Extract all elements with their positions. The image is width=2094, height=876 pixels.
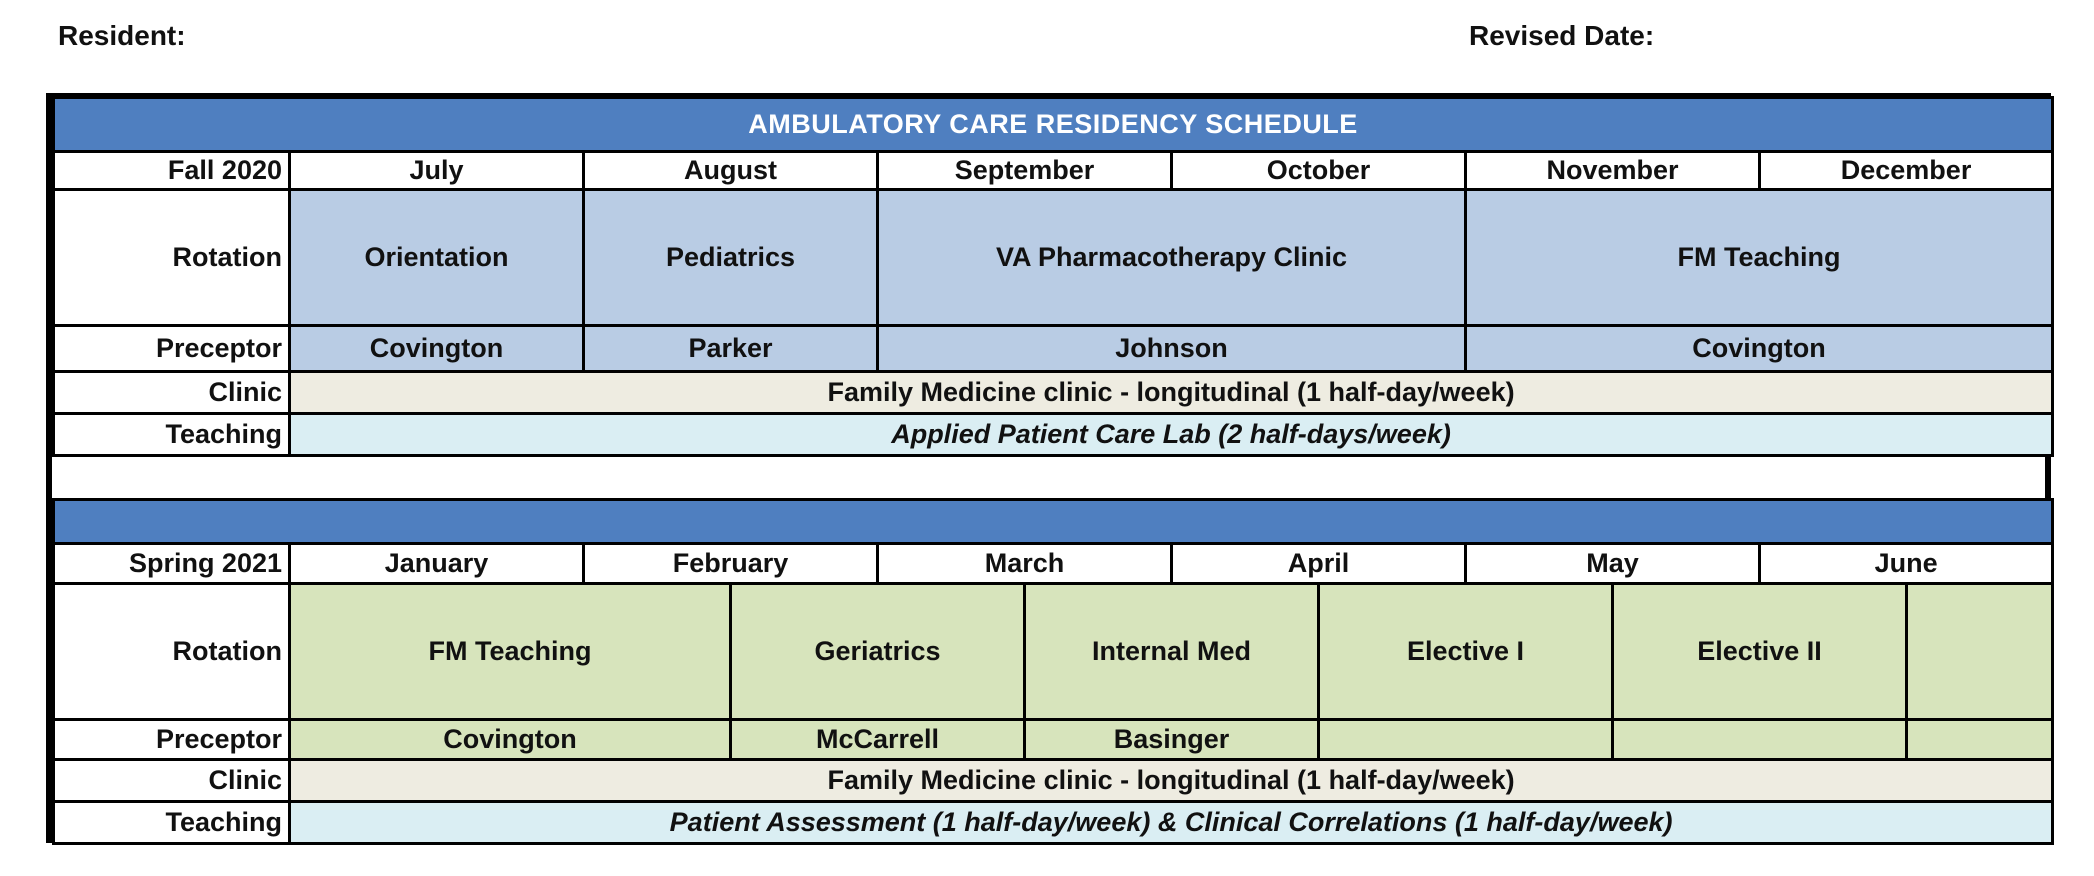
rotation-cell: Orientation [290,190,584,326]
fall-schedule-table [52,96,2054,457]
rotation-cell [1907,584,2053,720]
rotation-cell: Elective I [1319,584,1613,720]
fall-rotation-row [54,190,2053,326]
rotation-cell: Elective II [1613,584,1907,720]
schedule-title: AMBULATORY CARE RESIDENCY SCHEDULE [54,98,2053,152]
rotation-cell: Pediatrics [584,190,878,326]
preceptor-cell [1613,720,1907,760]
preceptor-cell: McCarrell [731,720,1025,760]
teaching-label: Teaching [54,802,290,844]
month-cell: February [584,544,878,584]
spring-clinic-row [54,760,2053,802]
month-cell: November [1466,152,1760,190]
clinic-cell: Family Medicine clinic - longitudinal (1 half-day/week) [290,760,2053,802]
spring-schedule-table [52,498,2054,845]
preceptor-label: Preceptor [54,326,290,372]
rotation-cell: Internal Med [1025,584,1319,720]
spring-term-label: Spring 2021 [54,544,290,584]
month-cell: April [1172,544,1466,584]
month-cell: May [1466,544,1760,584]
month-cell: September [878,152,1172,190]
schedule-frame [46,93,2051,843]
spring-rotation-row [54,584,2053,720]
spring-teaching-row [54,802,2053,844]
clinic-label: Clinic [54,372,290,414]
teaching-label: Teaching [54,414,290,456]
preceptor-cell [1907,720,2053,760]
month-cell: March [878,544,1172,584]
fall-teaching-row [54,414,2053,456]
preceptor-cell [1319,720,1613,760]
fall-clinic-row [54,372,2053,414]
spring-preceptor-row [54,720,2053,760]
teaching-cell: Patient Assessment (1 half-day/week) & Clinical Correlations (1 half-day/week) [290,802,2053,844]
spring-month-row [54,544,2053,584]
resident-label: Resident: [58,20,186,51]
preceptor-label: Preceptor [54,720,290,760]
preceptor-cell: Covington [290,326,584,372]
spring-title-bar [54,500,2053,544]
clinic-label: Clinic [54,760,290,802]
preceptor-cell: Basinger [1025,720,1319,760]
rotation-cell: VA Pharmacotherapy Clinic [878,190,1466,326]
fall-month-row [54,152,2053,190]
fall-preceptor-row [54,326,2053,372]
rotation-cell: FM Teaching [1466,190,2053,326]
preceptor-cell: Parker [584,326,878,372]
month-cell: August [584,152,878,190]
month-cell: June [1760,544,2053,584]
month-cell: July [290,152,584,190]
rotation-label: Rotation [54,584,290,720]
rotation-cell: Geriatrics [731,584,1025,720]
month-cell: December [1760,152,2053,190]
rotation-cell: FM Teaching [290,584,731,720]
revised-date-label: Revised Date: [1469,20,1655,51]
month-cell: October [1172,152,1466,190]
clinic-cell: Family Medicine clinic - longitudinal (1 half-day/week) [290,372,2053,414]
preceptor-cell: Johnson [878,326,1466,372]
preceptor-cell: Covington [290,720,731,760]
month-cell: January [290,544,584,584]
fall-term-label: Fall 2020 [54,152,290,190]
rotation-label: Rotation [54,190,290,326]
preceptor-cell: Covington [1466,326,2053,372]
teaching-cell: Applied Patient Care Lab (2 half-days/week) [290,414,2053,456]
